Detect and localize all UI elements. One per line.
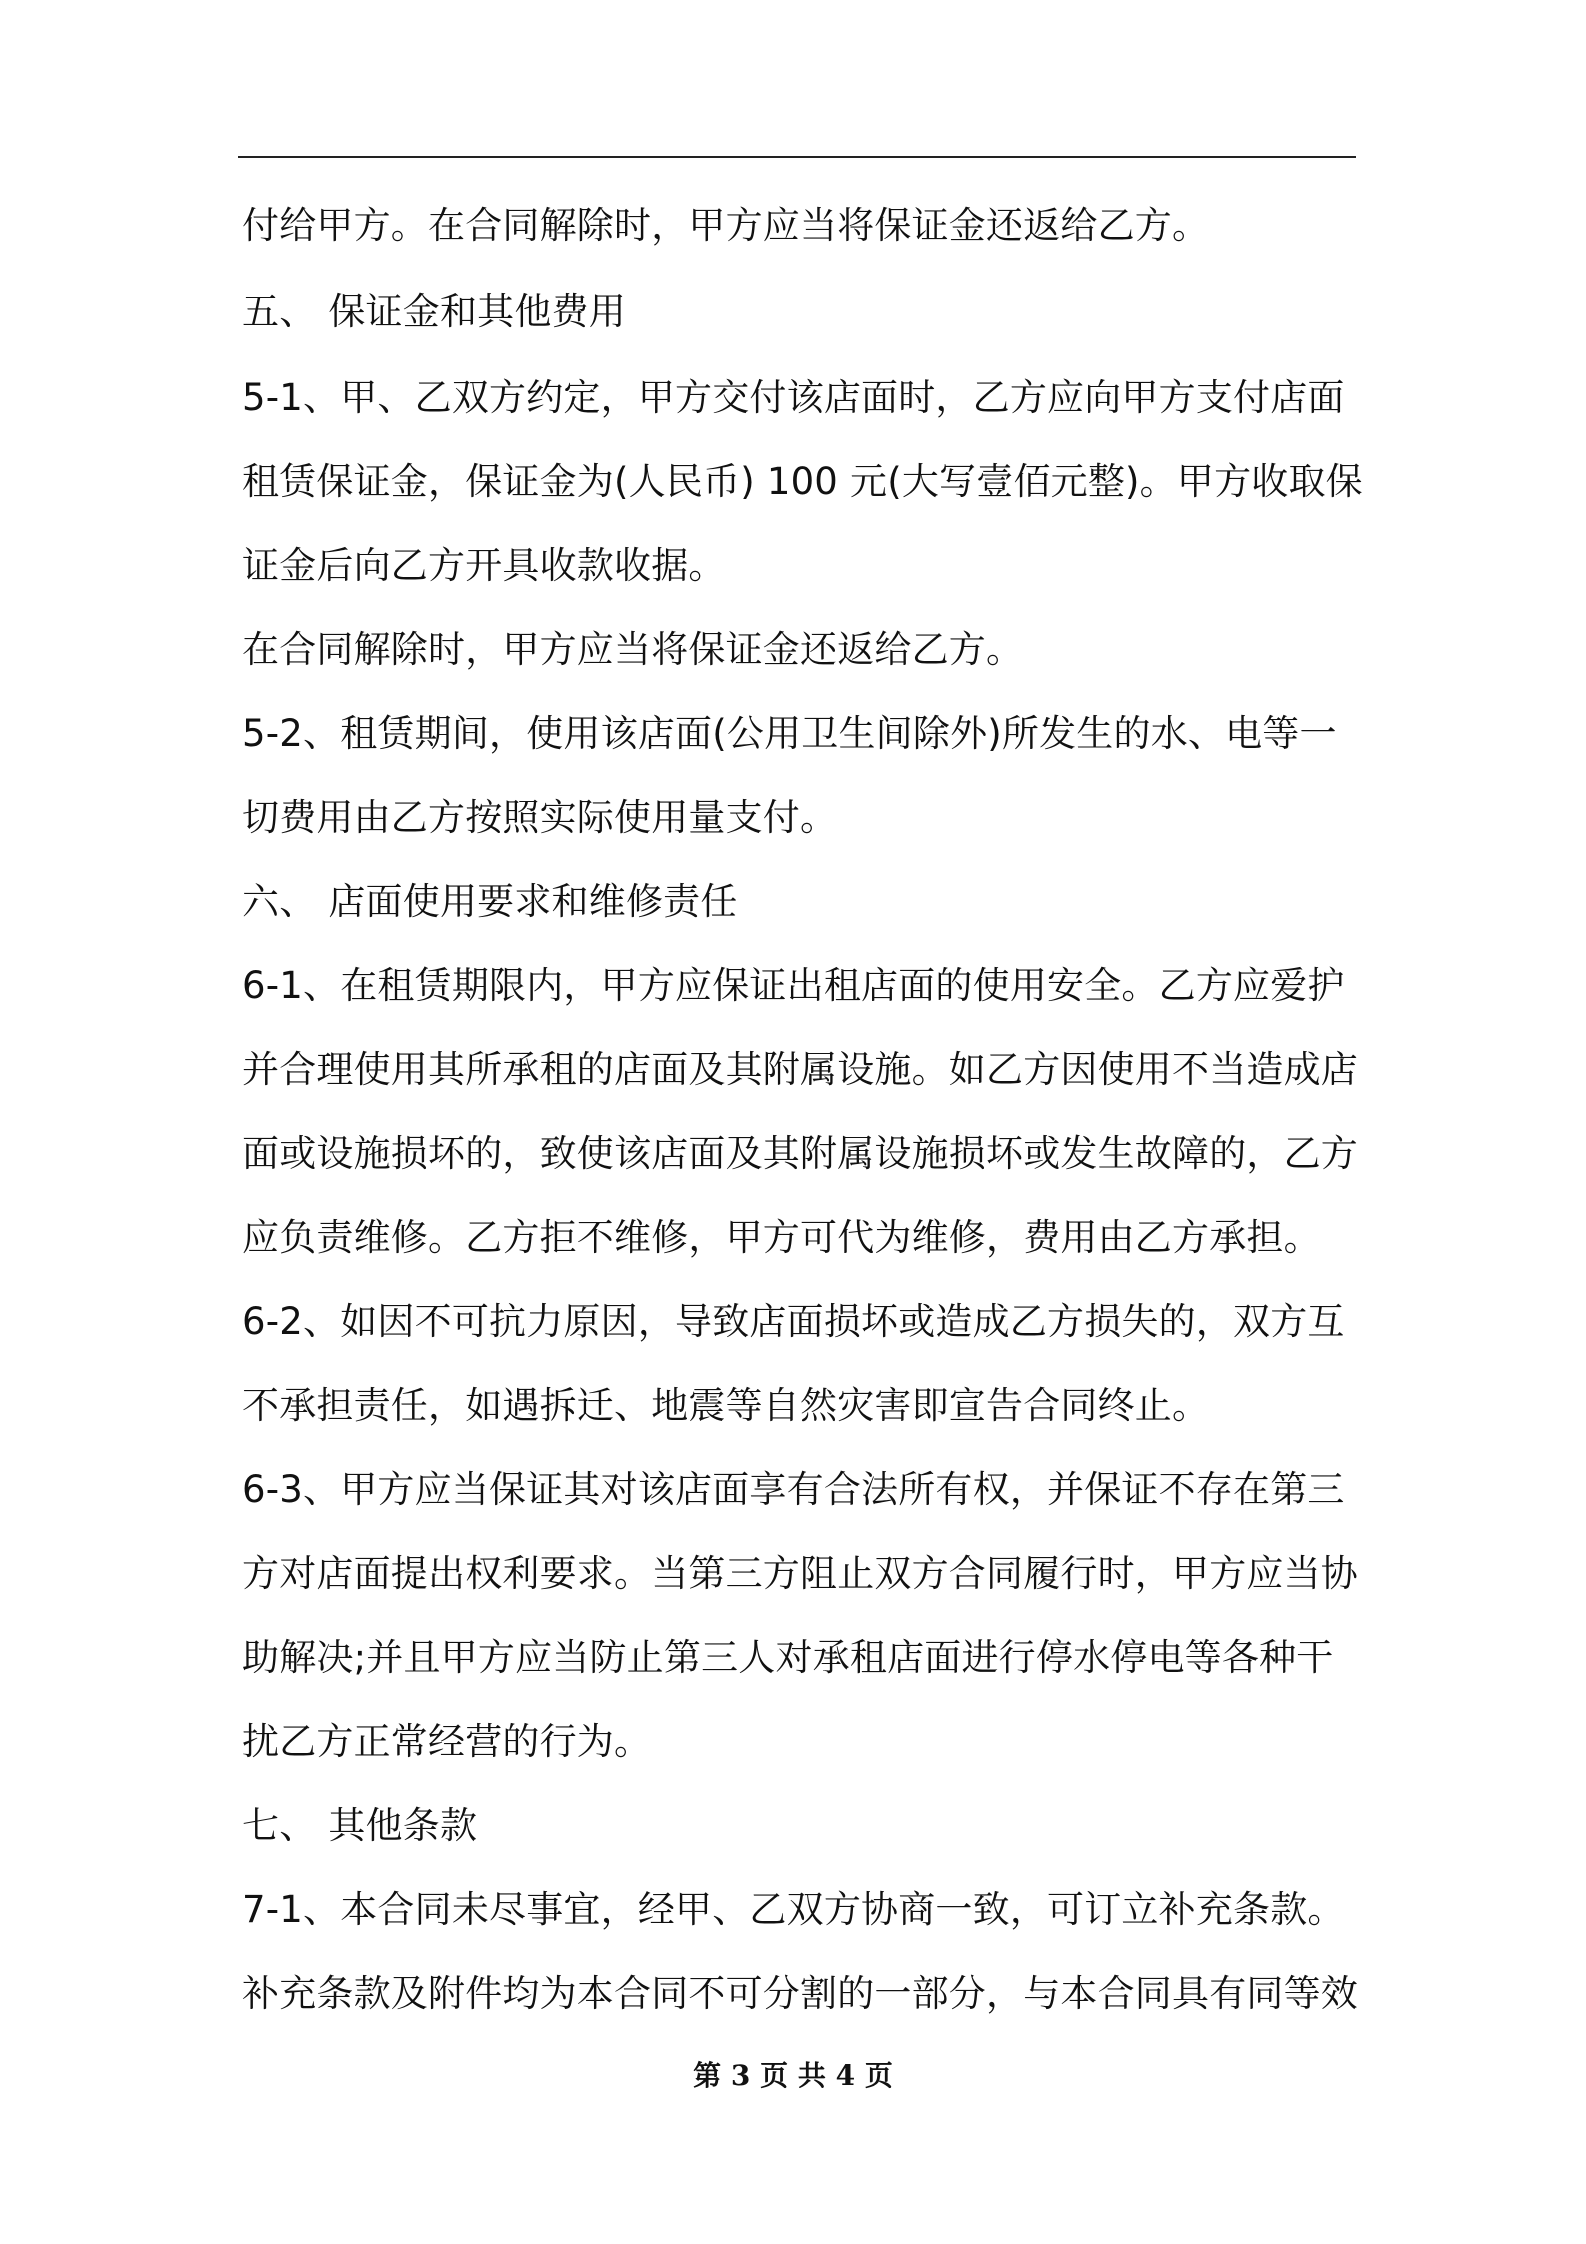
body-line: 助解决;并且甲方应当防止第三人对承租店面进行停水停电等各种干: [242, 1636, 1334, 1679]
body-line: 扰乙方正常经营的行为。: [242, 1720, 652, 1763]
body-line: 不承担责任，如遇拆迁、地震等自然灾害即宣告合同终止。: [242, 1384, 1210, 1427]
body-line: 并合理使用其所承租的店面及其附属设施。如乙方因使用不当造成店: [242, 1048, 1358, 1091]
body-line: 方对店面提出权利要求。当第三方阻止双方合同履行时，甲方应当协: [242, 1552, 1358, 1595]
body-line: 付给甲方。在合同解除时，甲方应当将保证金还返给乙方。: [242, 204, 1210, 247]
body-line: 租赁保证金，保证金为(人民币) 100 元(大写壹佰元整)。甲方收取保: [242, 460, 1363, 503]
body-line: 补充条款及附件均为本合同不可分割的一部分，与本合同具有同等效: [242, 1972, 1358, 2015]
body-line: 6-3、甲方应当保证其对该店面享有合法所有权，并保证不存在第三: [242, 1468, 1345, 1511]
body-line: 证金后向乙方开具收款收据。: [242, 544, 726, 587]
body-line: 6-1、在租赁期限内，甲方应保证出租店面的使用安全。乙方应爱护: [242, 964, 1345, 1007]
body-line: 5-2、租赁期间，使用该店面(公用卫生间除外)所发生的水、电等一: [242, 712, 1337, 755]
page-number-footer: 第 3 页 共 4 页: [693, 2059, 893, 2092]
body-line: 切费用由乙方按照实际使用量支付。: [242, 796, 838, 839]
body-line: 应负责维修。乙方拒不维修，甲方可代为维修，费用由乙方承担。: [242, 1216, 1321, 1259]
section-heading-7: 七、 其他条款: [242, 1804, 478, 1847]
body-line: 面或设施损坏的，致使该店面及其附属设施损坏或发生故障的，乙方: [242, 1132, 1358, 1175]
body-line: 5-1、甲、乙双方约定，甲方交付该店面时，乙方应向甲方支付店面: [242, 376, 1345, 419]
section-heading-5: 五、 保证金和其他费用: [242, 290, 626, 333]
body-line: 7-1、本合同未尽事宜，经甲、乙双方协商一致，可订立补充条款。: [242, 1888, 1345, 1931]
section-heading-6: 六、 店面使用要求和维修责任: [242, 880, 738, 923]
body-line: 6-2、如因不可抗力原因，导致店面损坏或造成乙方损失的，双方互: [242, 1300, 1345, 1343]
body-line: 在合同解除时，甲方应当将保证金还返给乙方。: [242, 628, 1024, 671]
header-divider: [238, 156, 1356, 158]
